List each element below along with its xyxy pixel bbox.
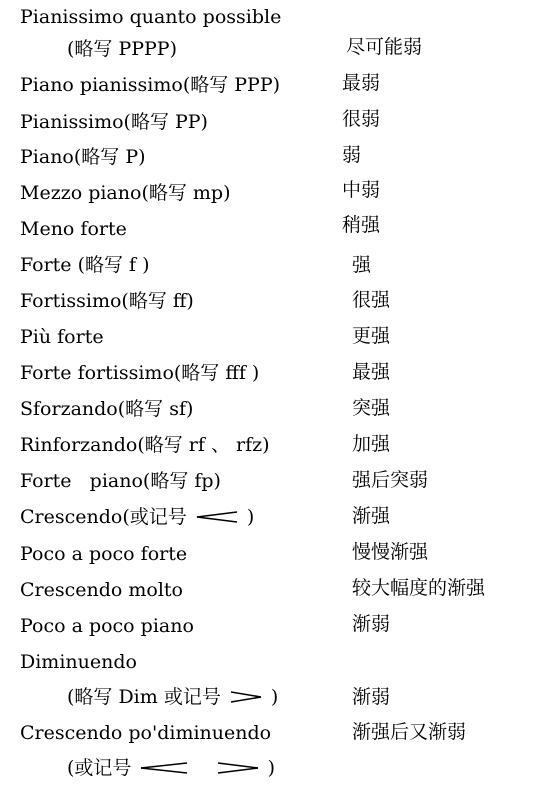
crescendo-hairpin-icon: [139, 758, 189, 780]
term-chinese: 更强: [352, 325, 391, 347]
term-italian: Pianissimo(略写 PP): [20, 111, 208, 133]
term-chinese: 加强: [352, 433, 391, 455]
term-suffix: ): [270, 686, 279, 708]
term-chinese: 最强: [352, 361, 391, 383]
crescendo-hairpin-icon: [195, 507, 239, 529]
term-italian: Pianissimo quanto possible: [20, 6, 282, 28]
term-chinese: 最弱: [342, 72, 381, 94]
term-chinese: 强后突弱: [352, 469, 429, 491]
term-chinese: 慢慢渐强: [352, 541, 429, 563]
diminuendo-hairpin-icon: [216, 758, 260, 780]
term-suffix: ): [267, 757, 275, 779]
term-prefix: (或记号: [67, 757, 132, 779]
term-chinese: 强: [352, 254, 372, 276]
term-chinese: 渐弱: [352, 613, 391, 635]
term-chinese: 中弱: [342, 179, 381, 201]
term-italian: [67, 757, 275, 780]
term-chinese: 渐弱: [352, 686, 391, 708]
term-chinese: 很弱: [342, 108, 381, 130]
term-italian: Meno forte: [20, 218, 127, 240]
term-italian: Mezzo piano(略写 mp): [20, 182, 231, 204]
term-prefix: (略写 Dim 或记号: [67, 686, 221, 708]
term-chinese: 渐强: [352, 505, 391, 527]
term-italian: Più forte: [20, 326, 104, 348]
term-italian: Rinforzando(略写 rf 、 rfz): [20, 434, 270, 456]
term-italian: Poco a poco piano: [20, 615, 194, 637]
term-prefix: Crescendo(或记号: [20, 506, 187, 528]
term-italian: Piano(略写 P): [20, 146, 146, 168]
term-chinese: 很强: [352, 289, 391, 311]
term-italian: Crescendo molto: [20, 579, 183, 601]
term-italian: [67, 686, 278, 709]
term-chinese: 渐强后又渐弱: [352, 721, 467, 743]
term-italian: Piano pianissimo(略写 PPP): [20, 74, 281, 96]
term-italian: Fortissimo(略写 ff): [20, 290, 194, 312]
term-italian: Forte fortissimo(略写 fff ): [20, 362, 260, 384]
term-chinese: 稍强: [342, 214, 381, 236]
diminuendo-hairpin-icon: [229, 687, 263, 709]
term-italian: Diminuendo: [20, 651, 137, 673]
term-italian: Poco a poco forte: [20, 543, 188, 565]
term-italian: Crescendo po'diminuendo: [20, 722, 272, 744]
term-chinese: 尽可能弱: [346, 36, 423, 58]
term-italian: Forte piano(略写 fp): [20, 470, 221, 492]
term-chinese: 弱: [342, 144, 362, 166]
term-italian: Sforzando(略写 sf): [20, 398, 194, 420]
term-chinese: 较大幅度的渐强: [352, 577, 486, 599]
term-suffix: ): [246, 506, 255, 528]
term-italian: [20, 506, 254, 529]
term-chinese: 突强: [352, 397, 391, 419]
term-italian: (略写 PPPP): [67, 38, 178, 60]
term-italian: Forte (略写 f ): [20, 254, 150, 276]
